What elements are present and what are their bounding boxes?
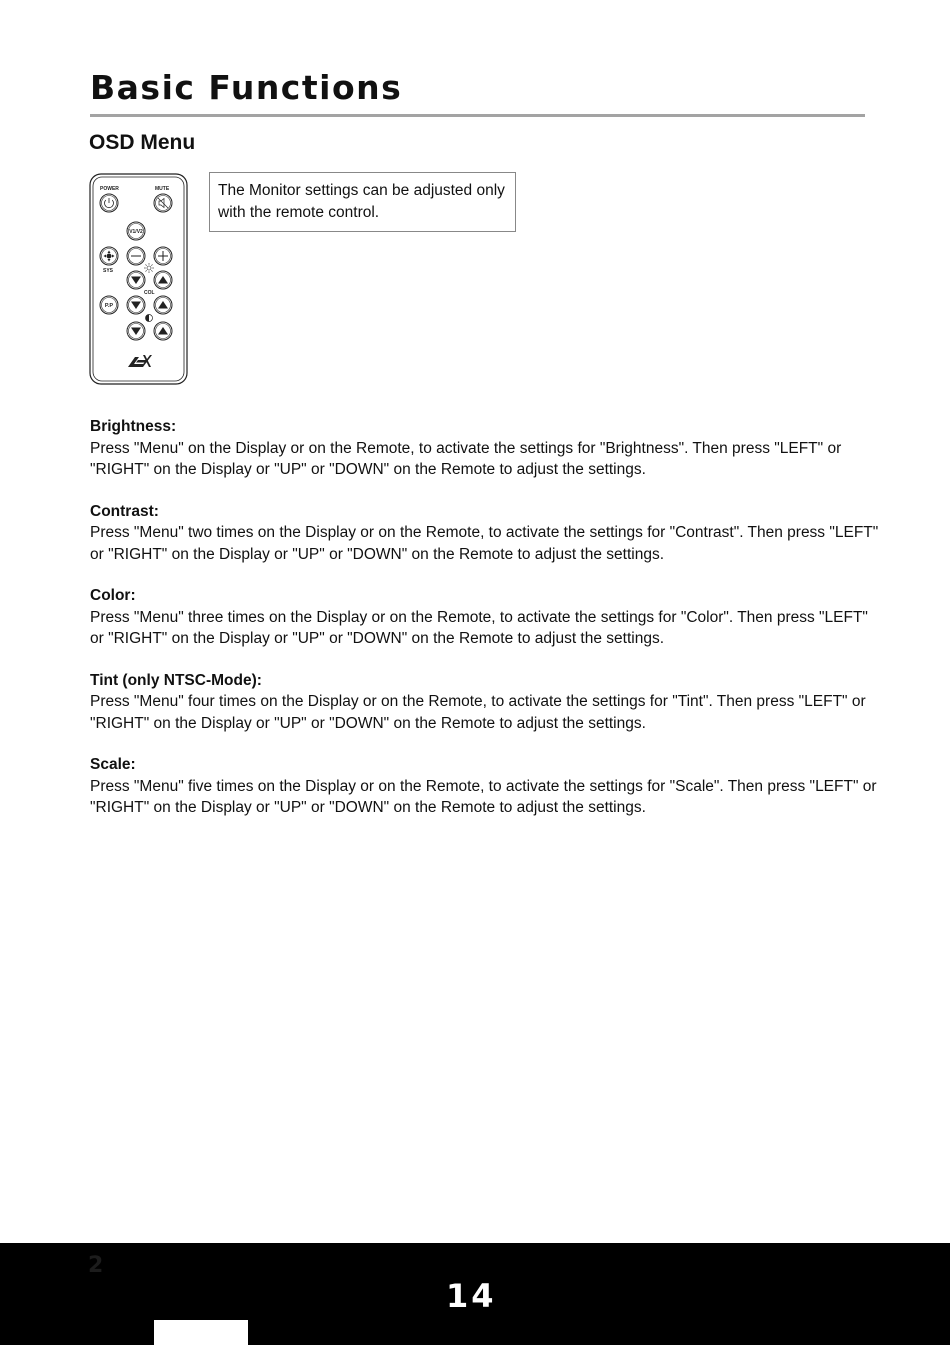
setting-color	[90, 585, 880, 650]
esx-logo	[128, 355, 152, 367]
sys-label: SYS	[103, 268, 114, 274]
page-title: Basic Functions	[90, 68, 403, 107]
col-label: COL	[144, 290, 155, 296]
footer-section-number: 2	[88, 1253, 104, 1278]
setting-description: Press "Menu" on the Display or on the Remote, to activate the settings for "Brightness". Then press "LEFT" or "RIGHT" on the Display or "UP" or "DOWN" on the Remote to adjust the settings.	[90, 439, 842, 478]
setting-description: Press "Menu" four times on the Display or on the Remote, to activate the settings for "Tint". Then press "LEFT" or "RIGHT" on the Display or "UP" or "DOWN" on the Remote to adjust the settings.	[90, 693, 866, 732]
brightness-up-button	[154, 271, 172, 289]
setting-brightness	[90, 416, 880, 481]
pp-button	[100, 296, 118, 314]
color-up-button	[154, 296, 172, 314]
remote-note-box: The Monitor settings can be adjusted only with the remote control.	[209, 172, 516, 232]
page-footer	[0, 1243, 950, 1345]
settings-descriptions	[90, 416, 880, 839]
color-down-button	[127, 296, 145, 314]
remote-control-illustration	[89, 173, 189, 386]
title-divider	[90, 114, 865, 117]
section-title: OSD Menu	[89, 131, 196, 154]
minus-icon	[127, 247, 145, 265]
contrast-down-button	[127, 322, 145, 340]
contrast-icon	[146, 315, 153, 322]
v1v2-label: V1/V2	[129, 229, 143, 235]
setting-heading: Scale:	[90, 756, 136, 773]
contrast-up-button	[154, 322, 172, 340]
setting-heading: Tint (only NTSC-Mode):	[90, 671, 262, 689]
v1v2-button	[127, 222, 145, 240]
power-icon	[100, 194, 118, 212]
setting-description: Press "Menu" five times on the Display or on the Remote, to activate the settings for "Scale". Then press "LEFT" or "RIGHT" on the Display or "UP" or "DOWN" on the Remote to adjust the settings.	[90, 777, 877, 816]
brightness-icon	[144, 263, 154, 273]
mute-label: MUTE	[155, 186, 170, 192]
setting-description: Press "Menu" three times on the Display or on the Remote, to activate the settings for "Color". Then press "LEFT" or "RIGHT" on the Display or "UP" or "DOWN" on the Remote to adjust the settings.	[90, 608, 868, 647]
power-label: POWER	[100, 186, 119, 192]
setting-tint	[90, 670, 880, 735]
pp-label: P.P	[104, 303, 114, 309]
mute-icon	[154, 194, 172, 212]
setting-scale	[90, 754, 880, 819]
settings-icon	[100, 247, 118, 265]
setting-heading: Brightness:	[90, 418, 177, 435]
setting-heading: Color:	[90, 587, 136, 604]
setting-heading: Contrast:	[90, 502, 159, 520]
setting-description: Press "Menu" two times on the Display or on the Remote, to activate the settings for "Contrast". Then press "LEFT" or "RIGHT" on the Display or "UP" or "DOWN" on the Remote to adjust the settings.	[90, 524, 879, 563]
brightness-down-button	[127, 271, 145, 289]
plus-icon	[154, 247, 172, 265]
footer-tab-marker	[154, 1320, 248, 1345]
page-number: 14	[446, 1277, 497, 1315]
setting-contrast	[90, 501, 880, 566]
